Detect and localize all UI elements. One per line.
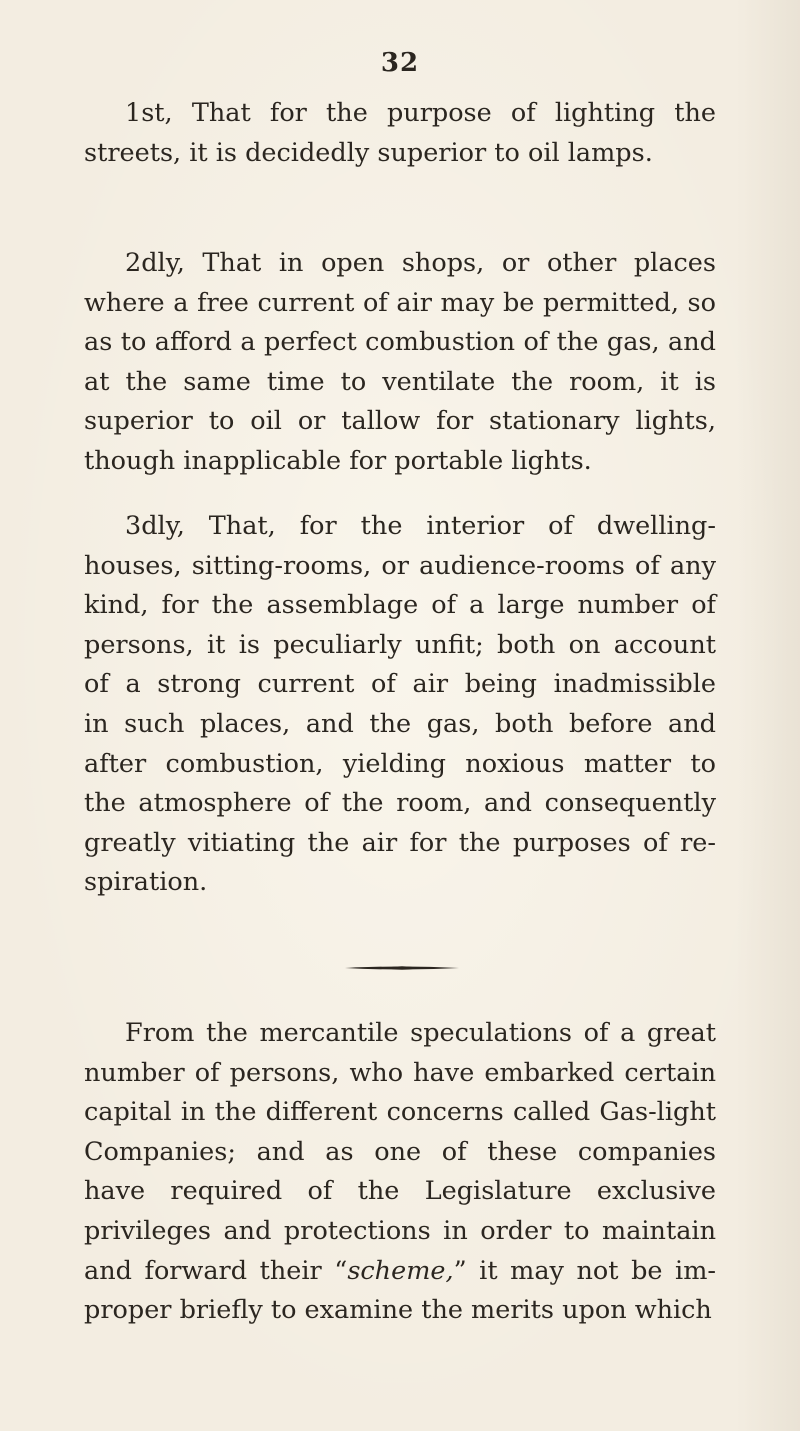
text-line: where a free current of air may be permitted, so	[84, 287, 716, 318]
text-line: have required of the Legislature exclusive	[84, 1176, 716, 1207]
text-line: spiration.	[84, 867, 208, 898]
section-divider-rule	[345, 965, 459, 971]
text-fragment: ” it may not be im-	[453, 1255, 716, 1286]
divider-ornament	[345, 965, 459, 971]
text-line: privileges and protections in order to maintain	[84, 1215, 716, 1246]
text-line: 2dly, That in open shops, or other places	[125, 248, 716, 278]
paragraph-first	[84, 94, 716, 173]
text-line: proper briefly to examine the merits upon which	[84, 1295, 712, 1326]
page-number: 32	[380, 48, 420, 78]
text-line: houses, sitting-rooms, or audience-rooms of any	[84, 550, 716, 581]
text-line: as to afford a perfect combustion of the gas, and	[84, 327, 716, 358]
text-line: greatly vitiating the air for the purposes of re-	[84, 827, 716, 858]
text-line: the atmosphere of the room, and consequently	[84, 788, 716, 819]
paragraph-second	[84, 244, 716, 482]
paragraph-fourth	[84, 1014, 716, 1331]
text-line: of a strong current of air being inadmissible	[84, 669, 716, 700]
text-line: at the same time to ventilate the room, it is	[84, 366, 716, 397]
text-line-with-italic	[84, 1252, 716, 1292]
text-line: From the mercantile speculations of a great	[125, 1018, 716, 1048]
text-line: though inapplicable for portable lights.	[84, 445, 592, 476]
italic-word-scheme: scheme,	[347, 1255, 454, 1286]
text-line: capital in the different concerns called Gas-light	[84, 1097, 716, 1128]
text-line: after combustion, yielding noxious matter to	[84, 748, 716, 779]
text-line: Companies; and as one of these companies	[84, 1136, 716, 1167]
text-line: in such places, and the gas, both before and	[84, 708, 716, 739]
text-line: number of persons, who have embarked certain	[84, 1057, 716, 1088]
text-line: streets, it is decidedly superior to oil lamps.	[84, 137, 653, 168]
text-line: kind, for the assemblage of a large number of	[84, 590, 716, 621]
text-line: 1st, That for the purpose of lighting the	[125, 98, 716, 128]
text-line: persons, it is peculiarly unfit; both on account	[84, 629, 716, 660]
text-fragment: and forward their “	[84, 1255, 348, 1286]
text-line: 3dly, That, for the interior of dwelling-	[125, 511, 716, 541]
text-line: superior to oil or tallow for stationary lights,	[84, 406, 716, 437]
paragraph-third	[84, 507, 716, 903]
